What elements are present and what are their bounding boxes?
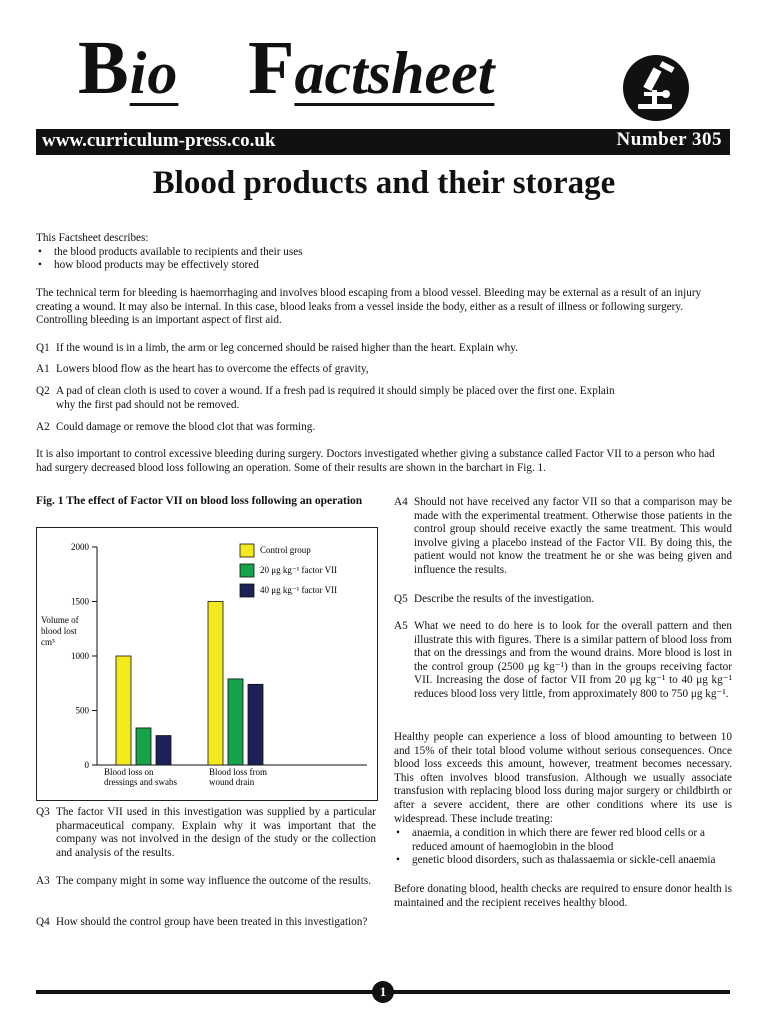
x-tick-label: Blood loss on bbox=[104, 767, 154, 777]
qa-label: A2 bbox=[36, 421, 50, 433]
intro-block bbox=[36, 232, 730, 273]
legend-label: 20 μg kg⁻¹ factor VII bbox=[260, 565, 338, 575]
question-q5 bbox=[394, 593, 732, 607]
website-url[interactable]: www.curriculum-press.co.uk bbox=[42, 130, 276, 151]
qa-label: A5 bbox=[394, 620, 408, 632]
question-q3 bbox=[36, 806, 376, 860]
question-q2 bbox=[36, 385, 636, 412]
question-q4 bbox=[36, 916, 376, 930]
page-number: 1 bbox=[372, 981, 394, 1003]
list-item: • the blood products available to recipients and their uses bbox=[36, 246, 730, 260]
page-title: Blood products and their storage bbox=[152, 165, 616, 201]
qa-label: A1 bbox=[36, 363, 50, 375]
qa-label: A3 bbox=[36, 875, 50, 887]
qa-text: A pad of clean cloth is used to cover a wound. If a fresh pad is required it should simply be placed over the first one. Explain why the first pad should not be removed. bbox=[56, 385, 615, 411]
paragraph-transfusion: Healthy people can experience a loss of blood amounting to between 10 and 15% of their total blood volume without serious consequences. Once blood loss exceeds this amount, however, treatment becomes necessary. This often involves blood transfusion. Although we usually associate transfusion with replacing blood loss during major surgery or childbirth or after a severe accident, there are other conditions where its use is widespread. These include treating: bbox=[394, 731, 732, 825]
logo-factsheet-initial: F bbox=[248, 26, 295, 110]
y-tick-label: 500 bbox=[75, 705, 89, 716]
factsheet-number: Number 305 bbox=[616, 129, 722, 150]
conditions-bullet-list bbox=[394, 827, 732, 868]
qa-text: Should not have received any factor VII so that a comparison may be made with the experimental treatment. Otherwise those patients in the control group should receive exactly the same treatment. This would involve giving a placebo instead of the Factor VII. By doing this, the patient would not know the treatment he or she was being given and influence the results. bbox=[414, 496, 732, 576]
paragraph-surgery: It is also important to control excessive bleeding during surgery. Doctors investigated whether giving a substance called Factor VII to a person who had had surgery decreased blood loss following an operation. Some of their results are shown in the barchart in Fig. 1. bbox=[36, 448, 715, 474]
y-axis-label: cm³ bbox=[41, 637, 55, 647]
legend-label: 40 μg kg⁻¹ factor VII bbox=[260, 585, 338, 595]
microscope-icon bbox=[622, 54, 690, 122]
qa-label: A4 bbox=[394, 496, 408, 508]
question-q1 bbox=[36, 342, 730, 356]
qa-text: What we need to do here is to look for the overall pattern and then illustrate this with figures. There is a similar pattern of blood loss from that on the dressings and from the wound drains. More blood is lost in the control group (2500 μg kg⁻¹) than in the groups receiving factor VII. Increasing the dose of factor VII from 20 μg kg⁻¹ to 40 μg kg⁻¹ reduces blood loss very little, from approximately 800 to 750 μg kg⁻¹. bbox=[414, 620, 732, 700]
answer-a5 bbox=[394, 620, 732, 702]
answer-a2 bbox=[36, 421, 730, 435]
logo-factsheet bbox=[248, 26, 495, 110]
qa-text: Could damage or remove the blood clot that was forming. bbox=[56, 421, 316, 433]
qa-text: Lowers blood flow as the heart has to overcome the effects of gravity, bbox=[56, 363, 369, 375]
intro-lead: This Factsheet describes: bbox=[36, 232, 149, 244]
x-tick-label: Blood loss from bbox=[209, 767, 268, 777]
chart-bar bbox=[116, 656, 131, 765]
chart-bar bbox=[136, 728, 151, 765]
y-tick-label: 2000 bbox=[71, 542, 89, 552]
paragraph-bleeding: The technical term for bleeding is haemorrhaging and involves blood escaping from a blood vessel. Bleeding may be external as a result of an injury creating a wound. It may also be internal. In this case, blood leaks from a vessel inside the body, either as a result of illness or following surgery. Controlling bleeding is an important aspect of first aid. bbox=[36, 287, 702, 327]
logo-factsheet-rest: actsheet bbox=[294, 40, 495, 106]
answer-a3 bbox=[36, 875, 376, 889]
qa-label: Q2 bbox=[36, 385, 50, 397]
qa-text: How should the control group have been treated in this investigation? bbox=[56, 916, 368, 928]
qa-text: The factor VII used in this investigation was supplied by a particular pharmaceutical company. Explain why it was important that the company was not involved in the design of the study or the collection and analysis of the results. bbox=[56, 806, 376, 859]
intro-bullet-list bbox=[36, 246, 730, 273]
chart-bar bbox=[208, 602, 223, 766]
chart-bar bbox=[228, 679, 243, 765]
qa-label: Q4 bbox=[36, 916, 50, 928]
x-tick-label: dressings and swabs bbox=[104, 777, 177, 787]
chart-bar bbox=[156, 736, 171, 765]
y-tick-label: 1500 bbox=[71, 596, 89, 607]
qa-label: Q3 bbox=[36, 806, 50, 818]
qa-text: Describe the results of the investigation. bbox=[414, 593, 595, 605]
y-tick-label: 0 bbox=[84, 760, 89, 770]
y-axis-label: Volume of bbox=[41, 615, 79, 625]
y-axis-label: blood lost bbox=[41, 626, 77, 636]
bar-chart-frame bbox=[36, 527, 378, 801]
list-item: • anaemia, a condition in which there are fewer red blood cells or a reduced amount of haemoglobin in the blood bbox=[394, 827, 732, 854]
y-tick-label: 1000 bbox=[71, 651, 89, 661]
chart-bar bbox=[248, 684, 263, 765]
legend-swatch bbox=[240, 544, 254, 557]
figure-title: Fig. 1 The effect of Factor VII on blood loss following an operation bbox=[36, 495, 363, 507]
qa-label: Q1 bbox=[36, 342, 50, 354]
x-tick-label: wound drain bbox=[209, 777, 255, 787]
bar-chart bbox=[37, 528, 377, 800]
legend-swatch bbox=[240, 564, 254, 577]
logo-bio-rest: io bbox=[129, 40, 179, 106]
header-bar bbox=[36, 129, 730, 155]
logo-bio-initial: B bbox=[78, 26, 130, 110]
qa-text: If the wound is in a limb, the arm or leg concerned should be raised higher than the heart. Explain why. bbox=[56, 342, 518, 354]
answer-a1 bbox=[36, 363, 730, 377]
qa-text: The company might in some way influence the outcome of the results. bbox=[56, 875, 372, 887]
list-item: • how blood products may be effectively stored bbox=[36, 259, 730, 273]
qa-label: Q5 bbox=[394, 593, 408, 605]
paragraph-donating: Before donating blood, health checks are required to ensure donor health is maintained and the recipient receives healthy blood. bbox=[394, 883, 732, 909]
list-item: • genetic blood disorders, such as thalassaemia or sickle-cell anaemia bbox=[394, 854, 732, 868]
answer-a4 bbox=[394, 496, 732, 578]
logo-bio bbox=[78, 26, 179, 110]
legend-swatch bbox=[240, 584, 254, 597]
legend-label: Control group bbox=[260, 545, 311, 555]
